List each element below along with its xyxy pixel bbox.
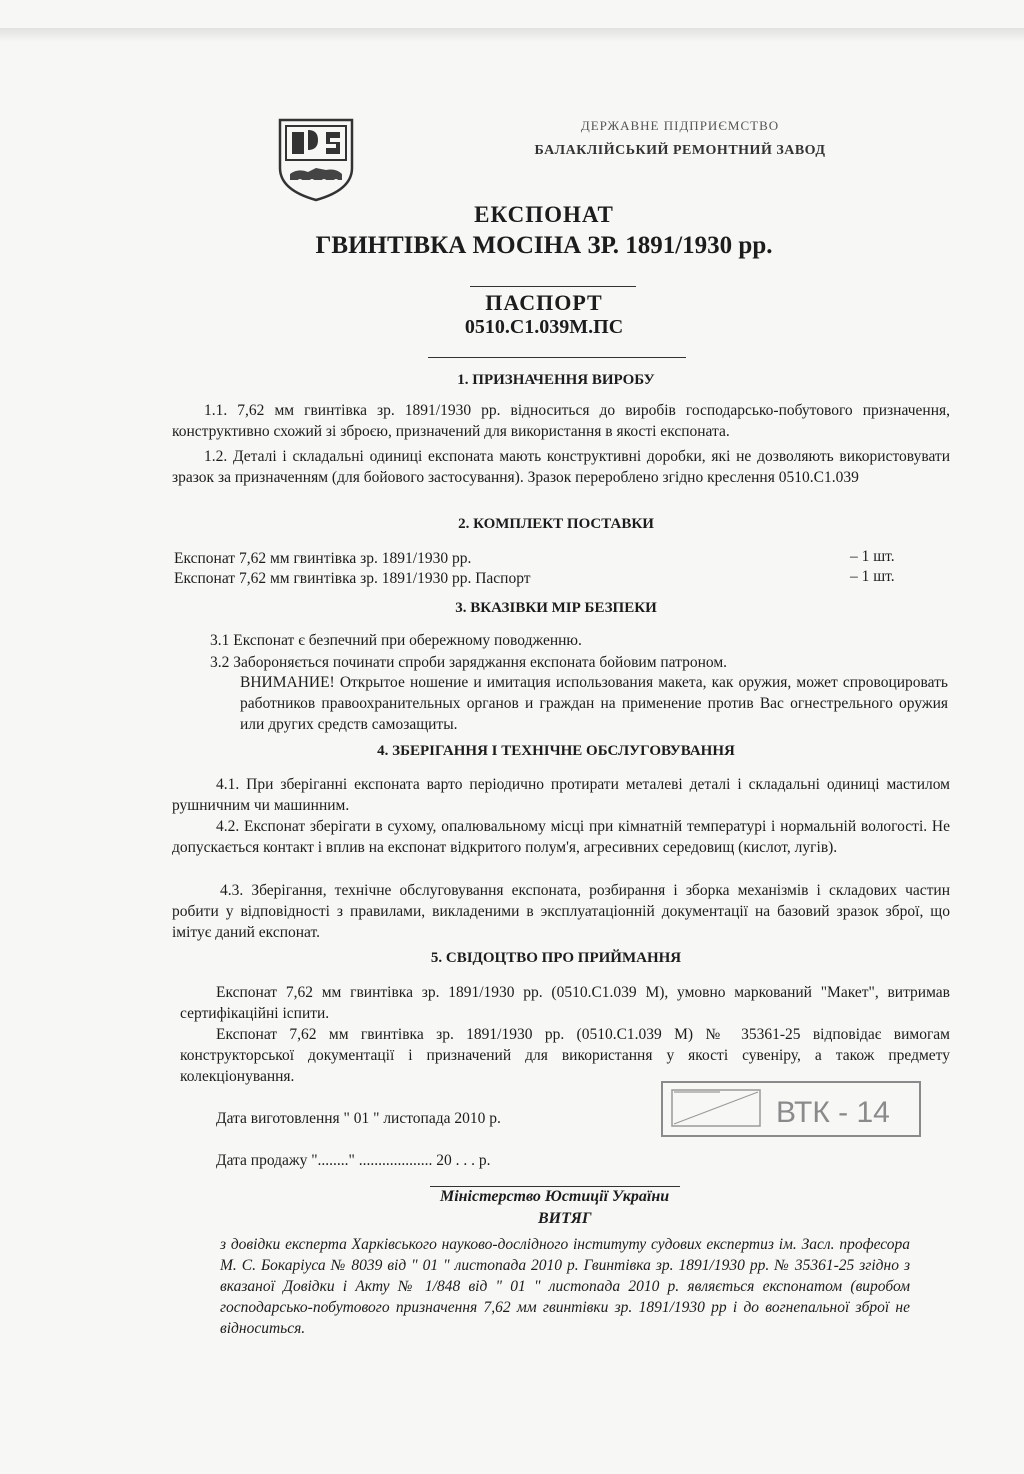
org-line-2: БАЛАКЛІЙСЬКИЙ РЕМОНТНИЙ ЗАВОД — [534, 143, 826, 158]
section-1-para-2: 1.2. Деталі і складальні одиниці експоната мають конструктивні доробки, які не дозволяють використовувати зразок за призначенням (для бойового застосування). Зразок перероблено згідно креслення 0510.С1.039 — [172, 448, 950, 486]
extract-title: ВИТЯГ — [538, 1210, 592, 1227]
code-divider — [428, 357, 686, 358]
delivery-qty-1: – 1 шт. — [850, 548, 895, 565]
section-4-heading: 4. ЗБЕРІГАННЯ І ТЕХНІЧНЕ ОБСЛУГОВУВАННЯ — [377, 743, 735, 759]
factory-emblem-icon — [276, 116, 356, 202]
section-4-para-2: 4.2. Експонат зберігати в сухому, опалювальному місці при кімнатній температурі і нормальній вологості. Не допускається контакт і вплив на експонат відкритого полум'я, агресивних середовищ (кислот, лугів). — [172, 818, 950, 856]
section-5-para-2: Експонат 7,62 мм гвинтівка зр. 1891/1930 рр. (0510.С1.039 М) № 35361-25 відповідає вимогам конструкторської документації і призначений для використання у якості сувеніру, а також предмету колекціонування. — [180, 1026, 950, 1085]
stamp-text: ВТК - 14 — [776, 1096, 890, 1129]
section-3-item-2: 3.2 Забороняється починати спроби заряджання експоната бойовим патроном. — [210, 654, 728, 671]
section-5-para-1: Експонат 7,62 мм гвинтівка зр. 1891/1930 рр. (0510.С1.039 М), умовно маркований "Макет", витримав сертифікаційні іспити. — [180, 984, 950, 1022]
org-line-1: ДЕРЖАВНЕ ПІДПРИЄМСТВО — [580, 118, 780, 133]
section-4-para-1: 4.1. При зберіганні експоната варто періодично протирати металеві деталі і складальні одиниці мастилом рушничним чи машинним. — [172, 776, 950, 814]
section-1-para-1: 1.1. 7,62 мм гвинтівка зр. 1891/1930 рр. відноситься до виробів господарсько-побутового призначення, конструктивно схожий зі зброєю, призначений для використання в якості експоната. — [172, 402, 950, 440]
sale-date: Дата продажу "........" ................... 20 . . . р. — [216, 1152, 491, 1169]
section-2-heading: 2. КОМПЛЕКТ ПОСТАВКИ — [458, 516, 654, 532]
passport-heading: ПАСПОРТ — [485, 290, 603, 315]
ministry-name: Міністерство Юстиції України — [440, 1188, 670, 1205]
footer-divider — [430, 1186, 680, 1187]
delivery-item-1: Експонат 7,62 мм гвинтівка зр. 1891/1930 рр. — [174, 550, 472, 567]
section-4-para-3: 4.3. Зберігання, технічне обслуговування експоната, розбирання і зборка механізмів і складових частин робити у відповідності з правилами, викладеними в эксплуатаціонній документації на базовий зразок зброї, що імітує даний експонат. — [172, 882, 950, 941]
warning-text: ВНИМАНИЕ! Открытое ношение и имитация использования макета, как оружия, может спровоцировать работников правоохранительных органов и граждан на применение против Вас огнестрельного оружия или других средств самозащиты. — [240, 674, 948, 733]
section-3-heading: 3. ВКАЗІВКИ МІР БЕЗПЕКИ — [455, 600, 657, 616]
passport-code: 0510.С1.039М.ПС — [464, 316, 624, 338]
delivery-item-2: Експонат 7,62 мм гвинтівка зр. 1891/1930 рр. Паспорт — [174, 570, 531, 587]
section-5-heading: 5. СВІДОЦТВО ПРО ПРИЙМАННЯ — [430, 950, 682, 966]
document-title: ЕКСПОНАТ — [474, 202, 614, 227]
scan-edge — [0, 28, 1024, 42]
organization-header — [500, 118, 860, 159]
delivery-qty-2: – 1 шт. — [850, 568, 895, 585]
section-1-heading: 1. ПРИЗНАЧЕННЯ ВИРОБУ — [457, 372, 655, 388]
title-divider — [470, 286, 636, 287]
qc-stamp — [660, 1080, 922, 1138]
extract-body: з довідки експерта Харківського науково-дослідного інституту судових експертиз ім. Засл. професора М. С. Бокаріуса № 8039 від " 01 " листопада 2010 р. Гвинтівка зр. 1891/1930 рр. № 35361-25 згідно з вказаної Довідки і Акту № 1/848 від " 01 " листопада 2010 р. являється експонатом (виробом господарсько-побутового призначення 7,62 мм гвинтівки зр. 1891/1930 рр і до вогнепальної зброї не відноситься. — [220, 1236, 910, 1337]
section-3-item-1: 3.1 Експонат є безпечний при обережному поводженню. — [210, 632, 582, 649]
document-subtitle: ГВИНТІВКА МОСІНА ЗР. 1891/1930 рр. — [315, 232, 773, 259]
manufacture-date: Дата виготовлення " 01 " листопада 2010 р. — [216, 1110, 501, 1127]
